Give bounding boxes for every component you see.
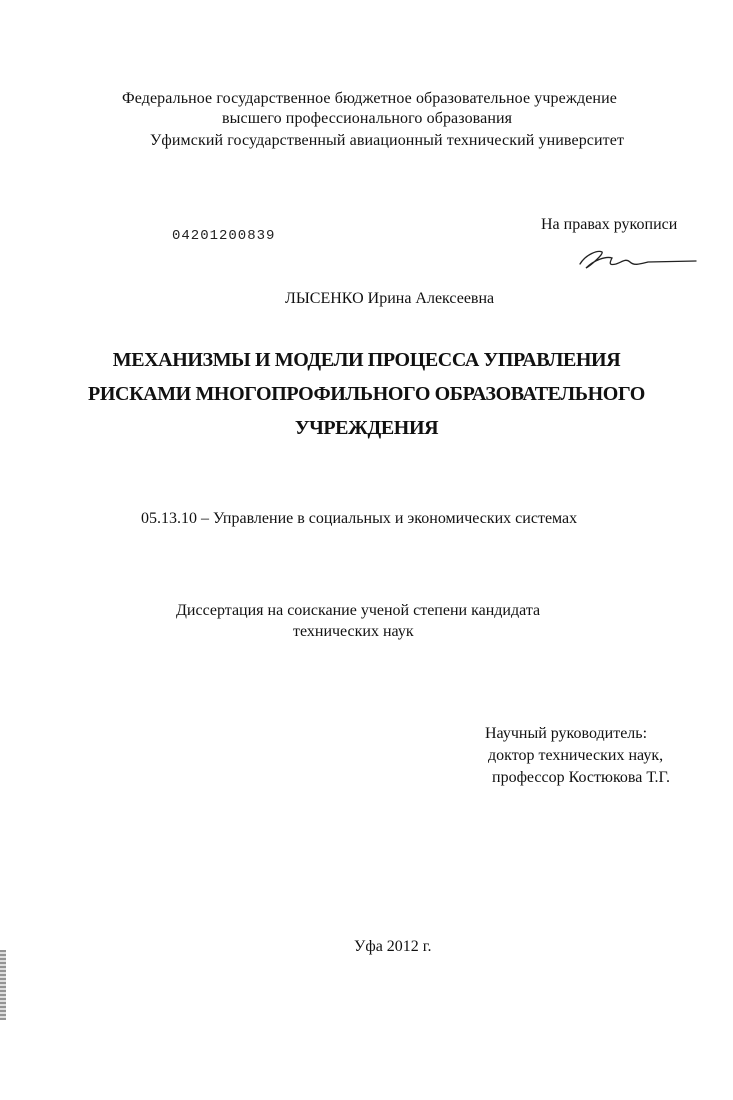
- degree-line-2: технических наук: [293, 623, 414, 640]
- manuscript-rights-label: На правах рукописи: [541, 216, 678, 233]
- institution-line-3: Уфимский государственный авиационный технический университет: [150, 132, 625, 149]
- inventory-number: 04201200839: [172, 228, 276, 244]
- institution-line-2: высшего профессионального образования: [222, 110, 513, 127]
- title-line-1: МЕХАНИЗМЫ И МОДЕЛИ ПРОЦЕССА УПРАВЛЕНИЯ: [112, 349, 621, 371]
- supervisor-name: профессор Костюкова Т.Г.: [492, 769, 670, 786]
- title-line-3: УЧРЕЖДЕНИЯ: [294, 417, 439, 439]
- scan-edge-artifact: [0, 950, 6, 1020]
- supervisor-degree: доктор технических наук,: [488, 747, 664, 764]
- specialty-code: 05.13.10 – Управление в социальных и экономических системах: [141, 510, 578, 527]
- institution-line-1: Федеральное государственное бюджетное образовательное учреждение: [122, 90, 617, 107]
- supervisor-label: Научный руководитель:: [485, 725, 648, 742]
- signature-image: [576, 244, 698, 272]
- place-year: Уфа 2012 г.: [354, 938, 432, 955]
- author-name: ЛЫСЕНКО Ирина Алексеевна: [285, 290, 495, 307]
- degree-line-1: Диссертация на соискание ученой степени кандидата: [176, 602, 541, 619]
- title-line-2: РИСКАМИ МНОГОПРОФИЛЬНОГО ОБРАЗОВАТЕЛЬНОГО: [88, 383, 645, 405]
